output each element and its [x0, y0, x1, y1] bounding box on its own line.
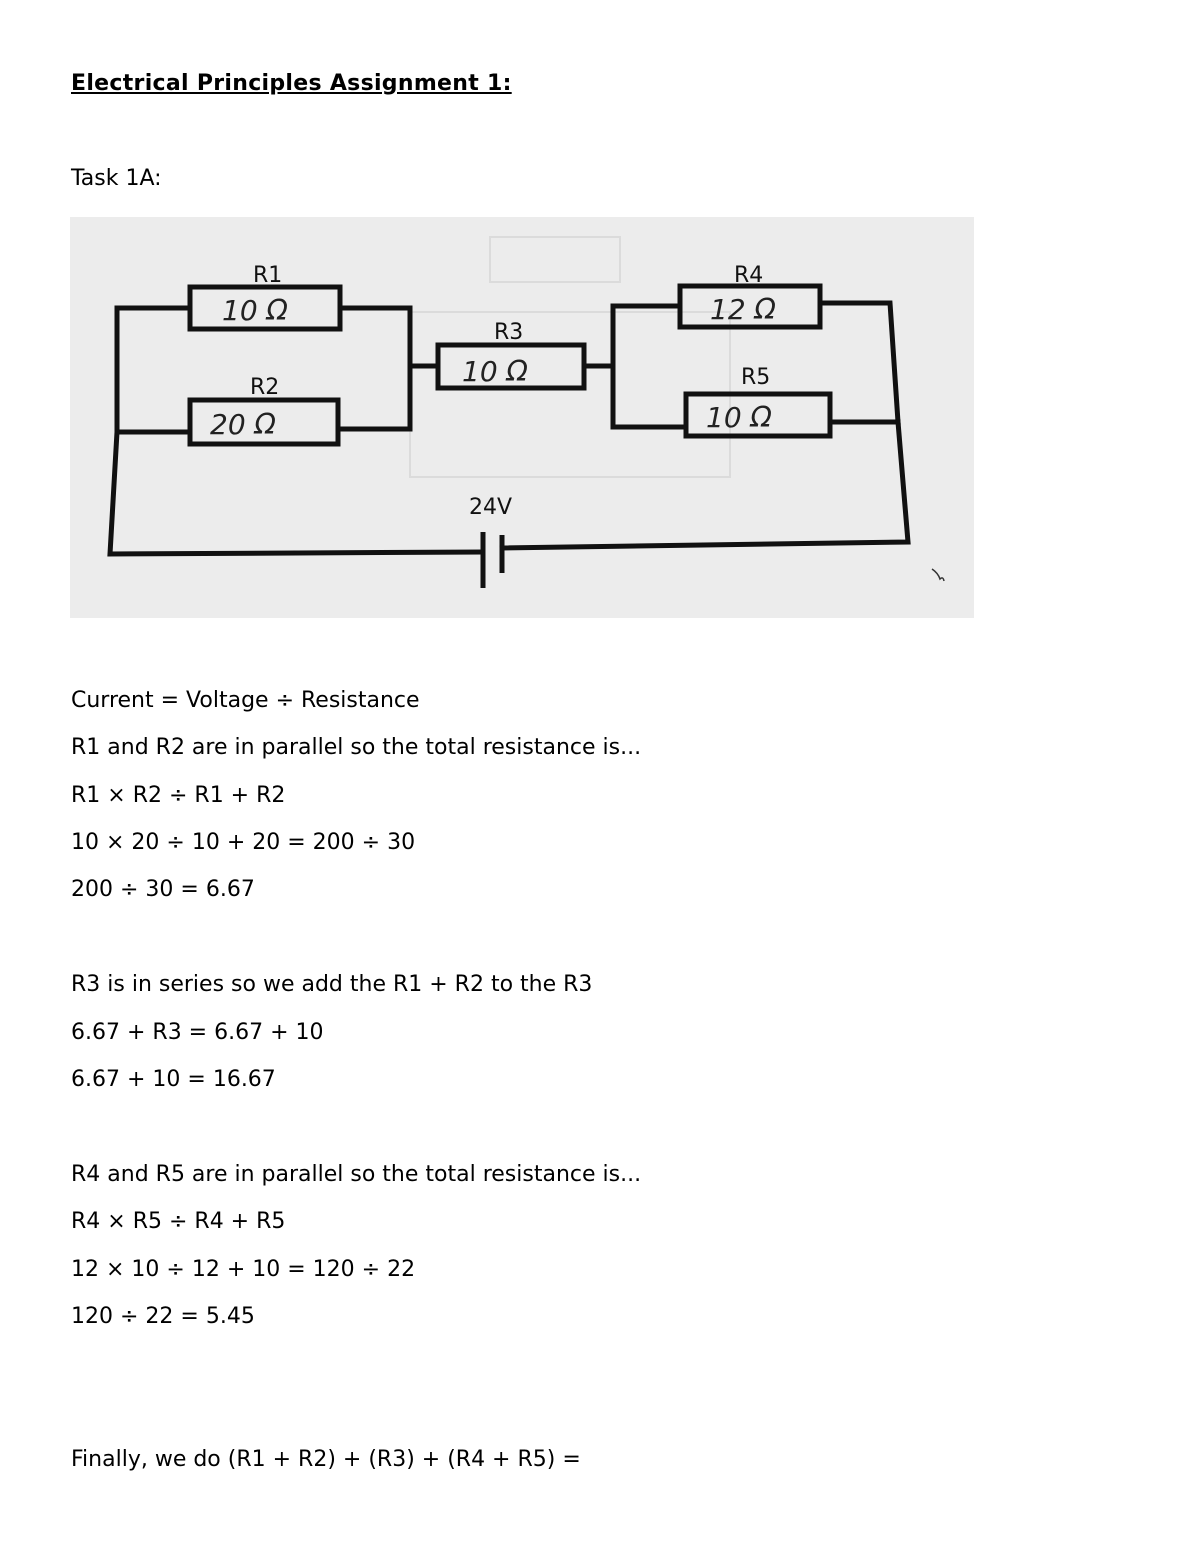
r2-label: R2 [250, 375, 280, 400]
explanation-line: R4 and R5 are in parallel so the total resistance is... [71, 1162, 642, 1187]
formula-line: Current = Voltage ÷ Resistance [71, 688, 420, 713]
r5-label: R5 [741, 365, 771, 390]
calculation-line: 12 × 10 ÷ 12 + 10 = 120 ÷ 22 [71, 1257, 416, 1282]
calculation-line: 6.67 + 10 = 16.67 [71, 1067, 276, 1092]
explanation-line: R1 and R2 are in parallel so the total resistance is... [71, 735, 642, 760]
breadboard-background [410, 237, 730, 477]
task-heading: Task 1A: [71, 166, 162, 191]
calculation-line: 200 ÷ 30 = 6.67 [71, 877, 255, 902]
calculation-line: 120 ÷ 22 = 5.45 [71, 1304, 255, 1329]
final-line: Finally, we do (R1 + R2) + (R3) + (R4 + R5) = [71, 1447, 581, 1472]
document-title: Electrical Principles Assignment 1: [71, 71, 512, 96]
r1-value: 10 Ω [222, 294, 288, 327]
explanation-line: R3 is in series so we add the R1 + R2 to the R3 [71, 972, 593, 997]
calculation-line: 6.67 + R3 = 6.67 + 10 [71, 1020, 324, 1045]
circuit-diagram [70, 217, 974, 618]
calculation-line: 10 × 20 ÷ 10 + 20 = 200 ÷ 30 [71, 830, 416, 855]
r1-label: R1 [253, 263, 283, 288]
battery-symbol [483, 532, 502, 588]
r3-value: 10 Ω [462, 355, 528, 388]
circuit-photo [70, 217, 974, 618]
formula-line: R1 × R2 ÷ R1 + R2 [71, 783, 286, 808]
pen-mark [932, 569, 944, 581]
battery-label: 24V [469, 495, 513, 520]
r4-value: 12 Ω [710, 293, 776, 326]
formula-line: R4 × R5 ÷ R4 + R5 [71, 1209, 286, 1234]
r3-label: R3 [494, 320, 524, 345]
r4-label: R4 [734, 263, 764, 288]
r5-value: 10 Ω [706, 401, 772, 434]
r2-value: 20 Ω [210, 408, 276, 441]
